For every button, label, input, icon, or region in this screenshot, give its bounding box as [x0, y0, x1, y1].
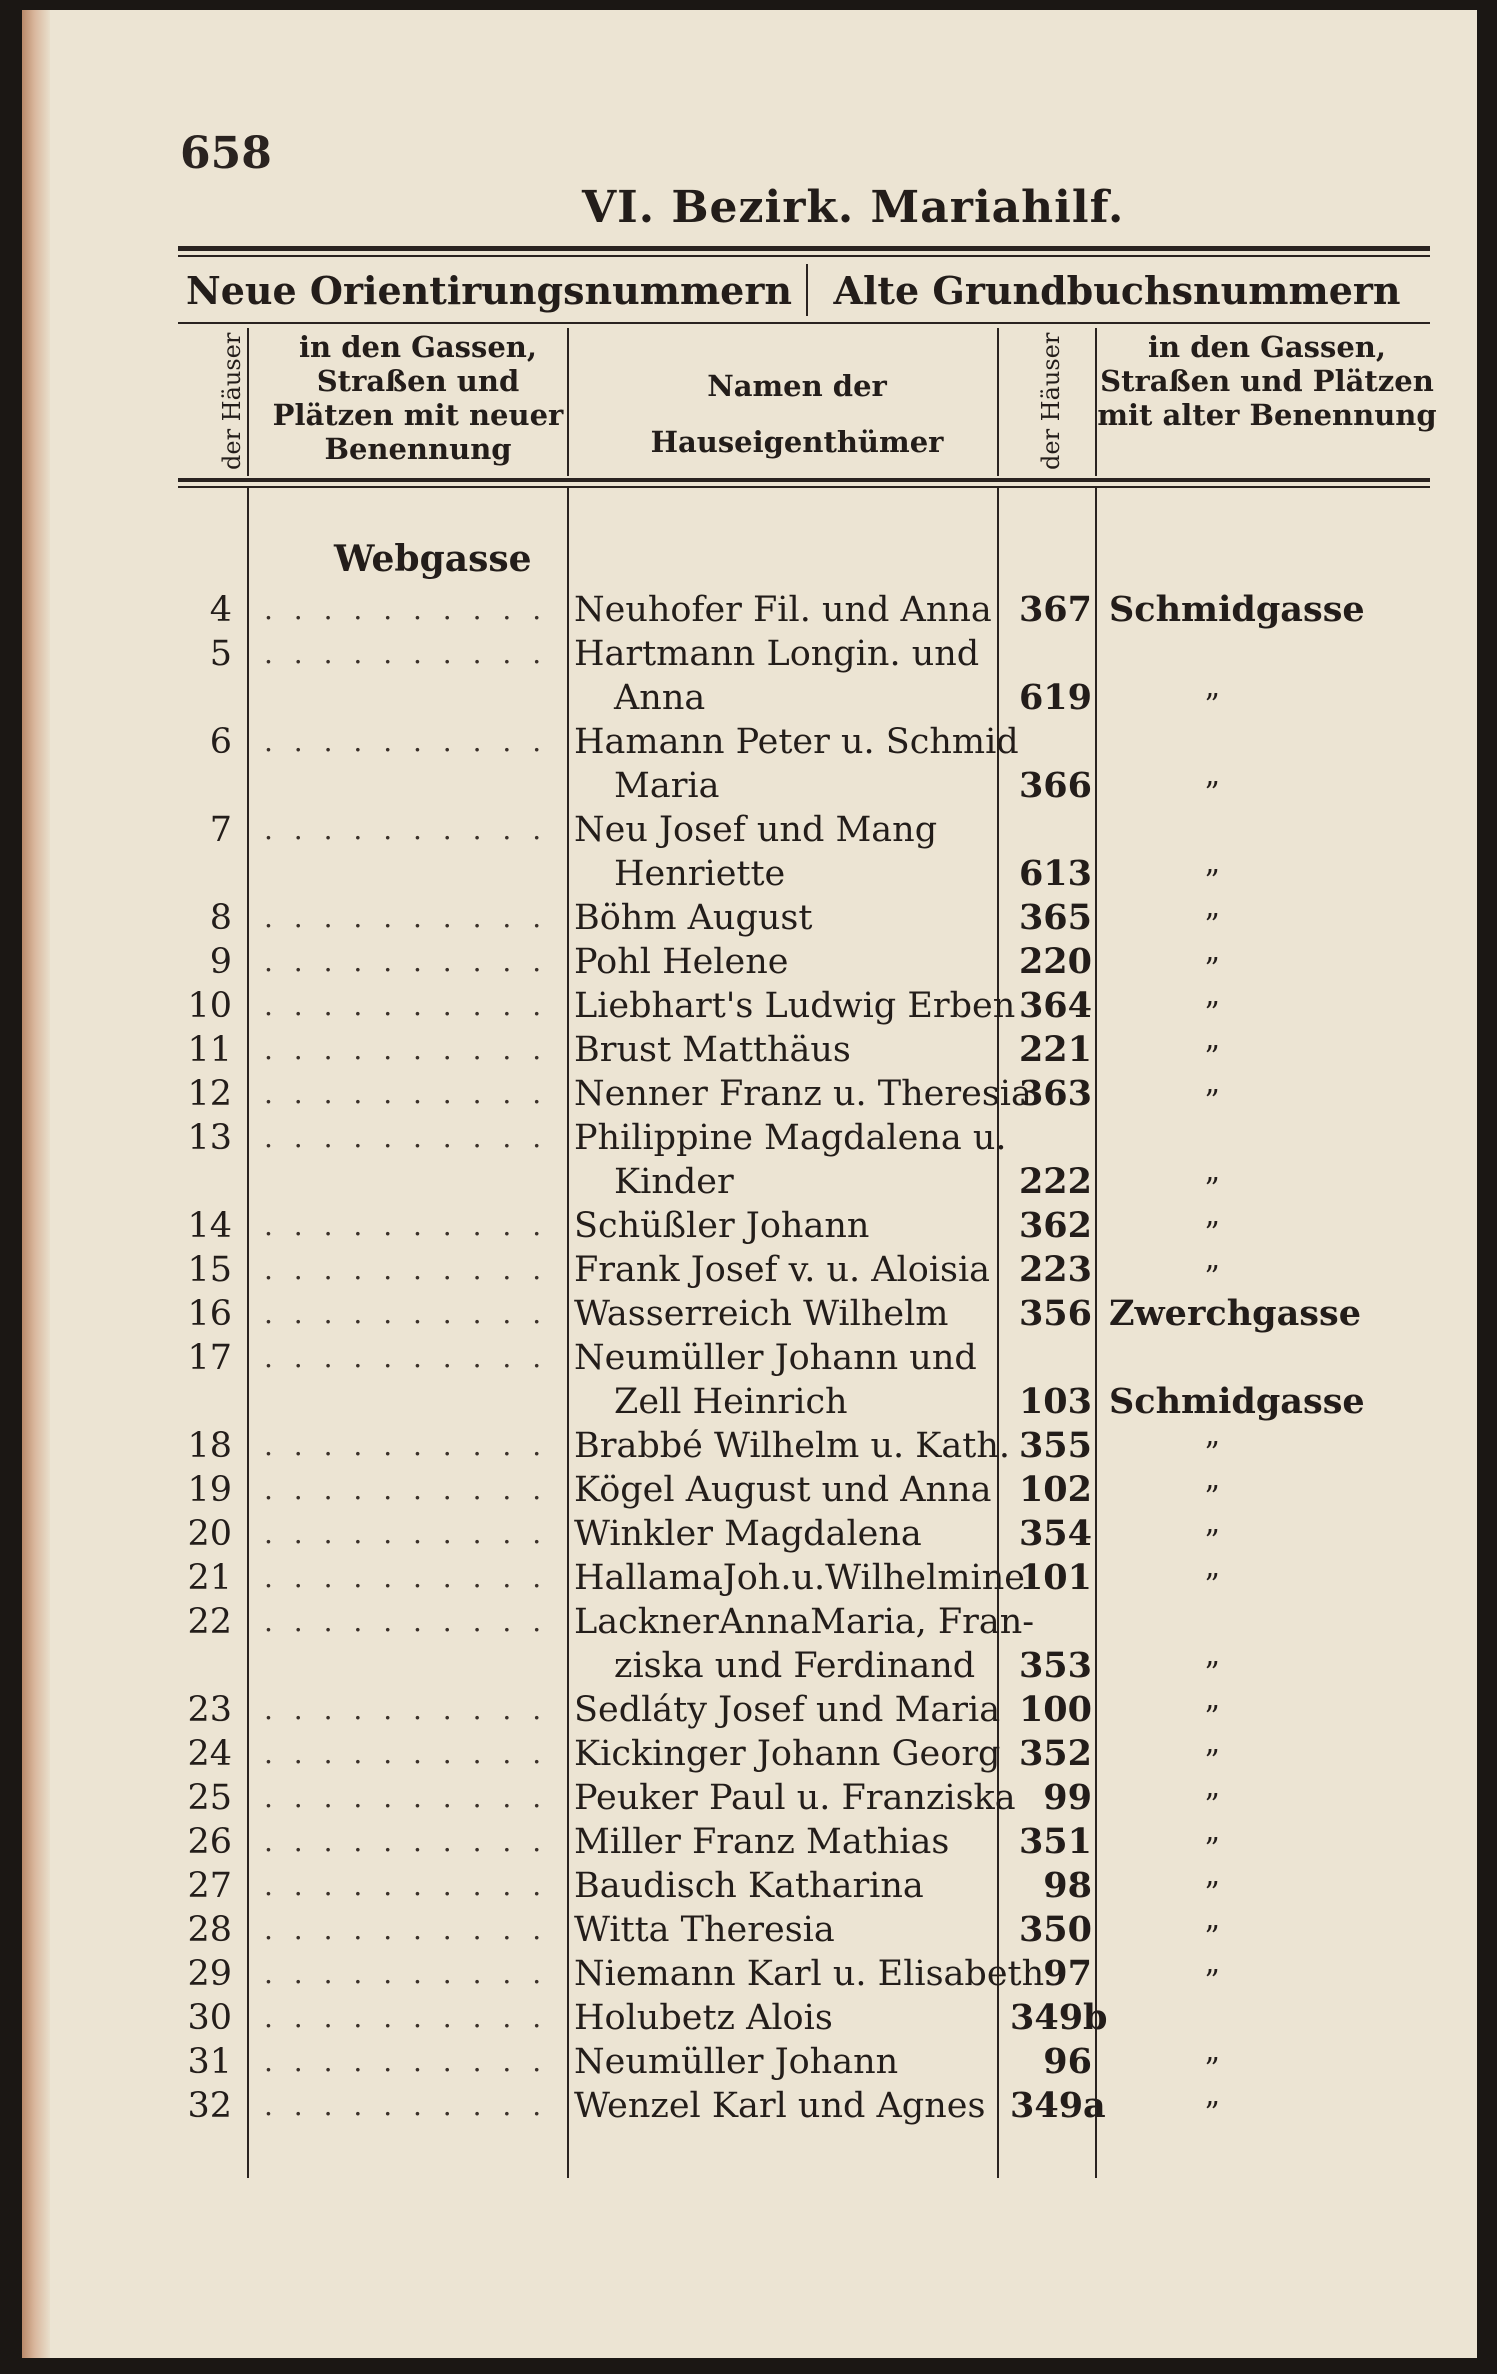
old-number: 353: [1018, 1645, 1092, 1686]
table-row: [22, 1512, 1477, 1559]
house-number: 4: [209, 590, 232, 630]
house-number: 10: [187, 986, 232, 1026]
house-number: 31: [187, 2042, 232, 2082]
table-row: [22, 632, 1477, 723]
old-number: 103: [1018, 1381, 1092, 1422]
owner-name: Hamann Peter u. Schmid: [574, 722, 1019, 762]
owner-name: Sedláty Josef und Maria: [574, 1690, 1001, 1730]
owner-name: Nenner Franz u. Theresia: [574, 1074, 1032, 1114]
owner-name: Pohl Helene: [574, 942, 789, 982]
house-number: 12: [187, 1074, 232, 1114]
old-number: 101: [1018, 1557, 1092, 1598]
ditto-mark: ”: [1204, 1700, 1220, 1735]
dot-leader: . . . . . . . . . .: [264, 1121, 548, 1154]
house-number: 16: [187, 1294, 232, 1334]
house-number: 32: [187, 2086, 232, 2126]
table-row: [22, 1556, 1477, 1603]
house-number: 15: [187, 1250, 232, 1290]
old-number: 365: [1018, 897, 1092, 938]
owner-name: HallamaJoh.u.Wilhelmine: [574, 1558, 1025, 1598]
house-number: 29: [187, 1954, 232, 1994]
dot-leader: . . . . . . . . . .: [264, 2045, 548, 2078]
table-row: [22, 1292, 1477, 1336]
header-col-rule-3: [997, 328, 999, 476]
dot-leader: . . . . . . . . . .: [264, 813, 548, 846]
page-title: VI. Bezirk. Mariahilf.: [582, 182, 1125, 233]
table-row: [22, 588, 1477, 632]
old-number: 364: [1018, 985, 1092, 1026]
table-row: [22, 2084, 1477, 2131]
ditto-mark: ”: [1204, 1040, 1220, 1075]
owner-name: LacknerAnnaMaria, Fran-: [574, 1602, 1035, 1642]
house-number: 27: [187, 1866, 232, 1906]
table-row: [22, 1732, 1477, 1779]
old-number: 349a: [1010, 2085, 1106, 2126]
house-number: 24: [187, 1734, 232, 1774]
ditto-mark: ”: [1204, 1920, 1220, 1955]
ditto-mark: ”: [1204, 1788, 1220, 1823]
ditto-mark: ”: [1204, 952, 1220, 987]
old-number: 100: [1018, 1689, 1092, 1730]
old-number: 356: [1018, 1293, 1092, 1334]
owner-name: Kickinger Johann Georg: [574, 1734, 1001, 1774]
dot-leader: . . . . . . . . . .: [264, 1077, 548, 1110]
ditto-mark: ”: [1204, 1260, 1220, 1295]
dot-leader: . . . . . . . . . .: [264, 593, 548, 626]
table-row: [22, 984, 1477, 1031]
house-number: 11: [187, 1030, 232, 1070]
owner-name: Baudisch Katharina: [574, 1866, 924, 1906]
old-number: 619: [1018, 677, 1092, 718]
owner-name: Neumüller Johann und: [574, 1338, 977, 1378]
table-row: [22, 1204, 1477, 1251]
dot-leader: . . . . . . . . . .: [264, 2001, 548, 2034]
dot-leader: . . . . . . . . . .: [264, 725, 548, 758]
owner-name-continued: Anna: [614, 678, 706, 718]
ditto-mark: ”: [1204, 1832, 1220, 1867]
top-rule-thin: [178, 255, 1430, 257]
old-number: 352: [1018, 1733, 1092, 1774]
old-number: 98: [1043, 1865, 1092, 1906]
old-number: 102: [1018, 1469, 1092, 1510]
owner-name: Brust Matthäus: [574, 1030, 851, 1070]
owner-name: Neu Josef und Mang: [574, 810, 938, 850]
house-number: 22: [187, 1602, 232, 1642]
house-number: 6: [209, 722, 232, 762]
old-number: 613: [1018, 853, 1092, 894]
house-number: 28: [187, 1910, 232, 1950]
ditto-mark: ”: [1204, 1964, 1220, 1999]
owner-name: Niemann Karl u. Elisabeth: [574, 1954, 1045, 1994]
ditto-mark: ”: [1204, 1084, 1220, 1119]
ditto-mark: ”: [1204, 1172, 1220, 1207]
header-bottom-rule-thin: [178, 486, 1430, 488]
owner-name: Böhm August: [574, 898, 813, 938]
ditto-mark: ”: [1204, 1876, 1220, 1911]
top-rule-thick: [178, 246, 1430, 251]
old-street-name: Schmidgasse: [1109, 1381, 1365, 1422]
ditto-mark: ”: [1204, 1656, 1220, 1691]
dot-leader: . . . . . . . . . .: [264, 1737, 548, 1770]
table-row: [22, 896, 1477, 943]
old-number: 96: [1043, 2041, 1092, 2082]
old-number: 350: [1018, 1909, 1092, 1950]
ditto-mark: ”: [1204, 688, 1220, 723]
dot-leader: . . . . . . . . . .: [264, 637, 548, 670]
old-number: 367: [1018, 589, 1092, 630]
ditto-mark: ”: [1204, 908, 1220, 943]
table-row: [22, 1776, 1477, 1823]
ditto-mark: ”: [1204, 1480, 1220, 1515]
ditto-mark: ”: [1204, 2052, 1220, 2087]
owner-name: Brabbé Wilhelm u. Kath.: [574, 1426, 1011, 1466]
old-number: 363: [1018, 1073, 1092, 1114]
ditto-mark: ”: [1204, 996, 1220, 1031]
dot-leader: . . . . . . . . . .: [264, 1209, 548, 1242]
table-row: [22, 1028, 1477, 1075]
ditto-mark: ”: [1204, 776, 1220, 811]
house-number: 20: [187, 1514, 232, 1554]
header-group-rule: [178, 322, 1430, 324]
header-new-numbers: Neue Orientirungsnummern: [185, 268, 793, 313]
dot-leader: . . . . . . . . . .: [264, 1957, 548, 1990]
old-number: 220: [1018, 941, 1092, 982]
old-street-name: Schmidgasse: [1109, 589, 1365, 630]
old-street-name: Zwerchgasse: [1109, 1293, 1361, 1334]
dot-leader: . . . . . . . . . .: [264, 1253, 548, 1286]
house-number: 13: [187, 1118, 232, 1158]
header-owners: Namen der Hauseigenthümer: [650, 369, 944, 459]
dot-leader: . . . . . . . . . .: [264, 1473, 548, 1506]
header-old-numbers: Alte Grundbuchsnummern: [833, 268, 1401, 313]
ditto-mark: ”: [1204, 1568, 1220, 1603]
owner-name: Liebhart's Ludwig Erben: [574, 986, 1016, 1026]
house-number: 14: [187, 1206, 232, 1246]
owner-name: Holubetz Alois: [574, 1998, 833, 2038]
table-row: [22, 1952, 1477, 1999]
dot-leader: . . . . . . . . . .: [264, 1561, 548, 1594]
house-number: 26: [187, 1822, 232, 1862]
old-number: 222: [1018, 1161, 1092, 1202]
house-number: 7: [209, 810, 232, 850]
house-number: 18: [187, 1426, 232, 1466]
header-haeuser-new: der Häuser: [218, 332, 246, 470]
table-row: [22, 1820, 1477, 1867]
table-row: [22, 1072, 1477, 1119]
table-row: [22, 1996, 1477, 2040]
dot-leader: . . . . . . . . . .: [264, 1517, 548, 1550]
header-bottom-rule-thick: [178, 478, 1430, 482]
table-row: [22, 1864, 1477, 1911]
owner-name: Hartmann Longin. und: [574, 634, 980, 674]
table-row: [22, 1468, 1477, 1515]
table-row: [22, 2040, 1477, 2087]
house-number: 5: [209, 634, 232, 674]
owner-name: Frank Josef v. u. Aloisia: [574, 1250, 991, 1290]
house-number: 9: [209, 942, 232, 982]
owner-name: Schüßler Johann: [574, 1206, 870, 1246]
owner-name: Peuker Paul u. Franziska: [574, 1778, 1016, 1818]
header-streets-old: in den Gassen, Straßen und Plätzen mit alter Benennung: [1097, 330, 1437, 432]
owner-name: Wasserreich Wilhelm: [574, 1294, 949, 1334]
house-number: 25: [187, 1778, 232, 1818]
header-col-rule-4: [1095, 328, 1097, 476]
old-number: 351: [1018, 1821, 1092, 1862]
dot-leader: . . . . . . . . . .: [264, 1429, 548, 1462]
dot-leader: . . . . . . . . . .: [264, 1781, 548, 1814]
old-number: 223: [1018, 1249, 1092, 1290]
owner-name: Witta Theresia: [574, 1910, 835, 1950]
dot-leader: . . . . . . . . . .: [264, 1913, 548, 1946]
ditto-mark: ”: [1204, 1216, 1220, 1251]
owner-name: Neuhofer Fil. und Anna: [574, 590, 992, 630]
owner-name-continued: Kinder: [614, 1162, 734, 1202]
header-col-rule-2: [567, 328, 569, 476]
old-number: 362: [1018, 1205, 1092, 1246]
table-row: [22, 940, 1477, 987]
old-number: 221: [1018, 1029, 1092, 1070]
house-number: 19: [187, 1470, 232, 1510]
table-row: [22, 1600, 1477, 1691]
table-row: [22, 1116, 1477, 1207]
ditto-mark: ”: [1204, 1744, 1220, 1779]
table-row: [22, 1908, 1477, 1955]
old-number: 97: [1043, 1953, 1092, 1994]
dot-leader: . . . . . . . . . .: [264, 1033, 548, 1066]
owner-name-continued: Henriette: [614, 854, 786, 894]
ditto-mark: ”: [1204, 1524, 1220, 1559]
book-page: [22, 10, 1477, 2358]
header-col-rule-1: [247, 328, 249, 476]
owner-name: Winkler Magdalena: [574, 1514, 922, 1554]
dot-leader: . . . . . . . . . .: [264, 989, 548, 1022]
owner-name: Philippine Magdalena u.: [574, 1118, 1007, 1158]
table-row: [22, 808, 1477, 899]
old-number: 354: [1018, 1513, 1092, 1554]
owner-name: Miller Franz Mathias: [574, 1822, 950, 1862]
owner-name: Neumüller Johann: [574, 2042, 899, 2082]
dot-leader: . . . . . . . . . .: [264, 1341, 548, 1374]
old-number: 355: [1018, 1425, 1092, 1466]
house-number: 30: [187, 1998, 232, 2038]
ditto-mark: ”: [1204, 1436, 1220, 1471]
ditto-mark: ”: [1204, 2096, 1220, 2131]
house-number: 23: [187, 1690, 232, 1730]
old-number: 349b: [1010, 1997, 1108, 2038]
table-row: [22, 1336, 1477, 1422]
page-number: 658: [180, 128, 272, 179]
dot-leader: . . . . . . . . . .: [264, 2089, 548, 2122]
dot-leader: . . . . . . . . . .: [264, 1825, 548, 1858]
table-row: [22, 1248, 1477, 1295]
street-name: Webgasse: [334, 538, 532, 580]
owner-name-continued: Zell Heinrich: [614, 1382, 848, 1422]
house-number: 21: [187, 1558, 232, 1598]
ditto-mark: ”: [1204, 864, 1220, 899]
owner-name: Kögel August und Anna: [574, 1470, 992, 1510]
header-haeuser-old: der Häuser: [1037, 332, 1065, 470]
owner-name: Wenzel Karl und Agnes: [574, 2086, 986, 2126]
owner-name-continued: ziska und Ferdinand: [614, 1646, 976, 1686]
table-row: [22, 1424, 1477, 1471]
dot-leader: . . . . . . . . . .: [264, 901, 548, 934]
owner-name-continued: Maria: [614, 766, 720, 806]
header-streets-new: in den Gassen, Straßen und Plätzen mit neuer Benennung: [272, 330, 564, 466]
old-number: 366: [1018, 765, 1092, 806]
dot-leader: . . . . . . . . . .: [264, 1605, 548, 1638]
table-row: [22, 1688, 1477, 1735]
old-number: 99: [1043, 1777, 1092, 1818]
dot-leader: . . . . . . . . . .: [264, 1869, 548, 1902]
dot-leader: . . . . . . . . . .: [264, 1297, 548, 1330]
dot-leader: . . . . . . . . . .: [264, 945, 548, 978]
table-row: [22, 720, 1477, 811]
dot-leader: . . . . . . . . . .: [264, 1693, 548, 1726]
house-number: 8: [209, 898, 232, 938]
house-number: 17: [187, 1338, 232, 1378]
header-group-divider: [806, 264, 808, 316]
